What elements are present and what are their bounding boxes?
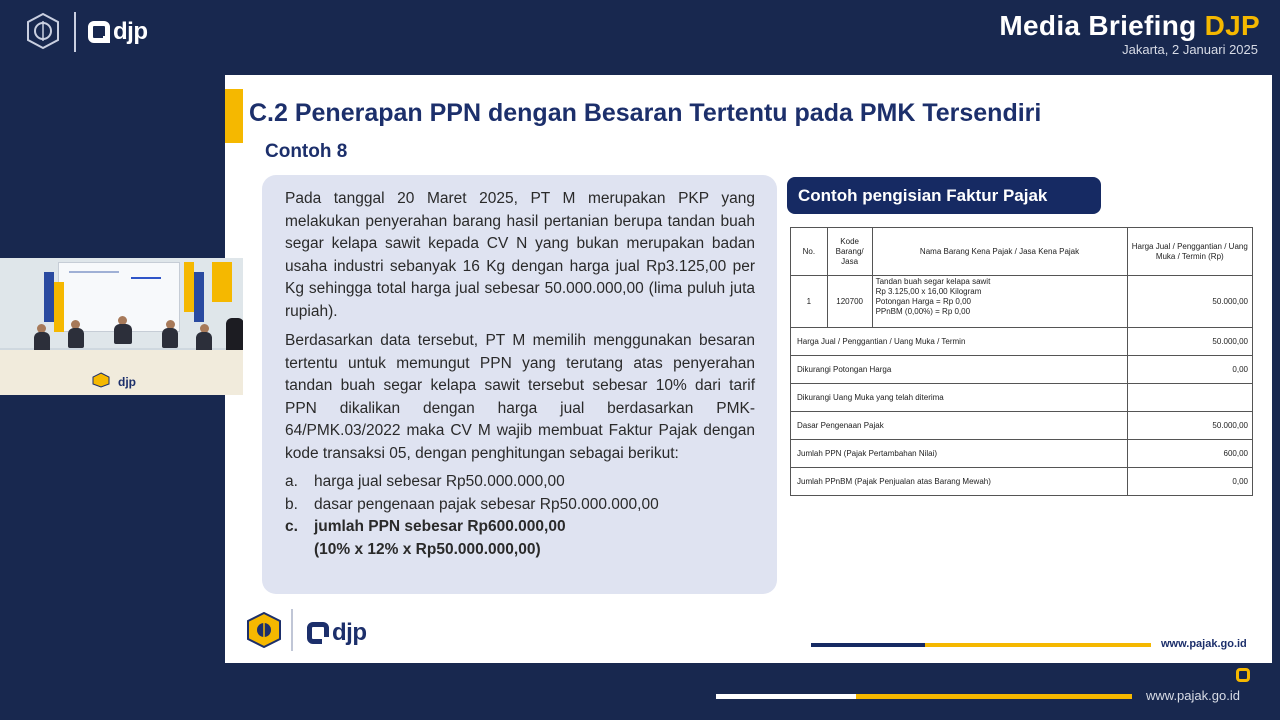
- djp-logo: djp: [307, 619, 367, 647]
- faktur-pajak-label: Contoh pengisian Faktur Pajak: [787, 177, 1101, 214]
- summary-label: Harga Jual / Penggantian / Uang Muka / Termin: [791, 328, 1128, 356]
- djp-logo: djp: [88, 18, 148, 46]
- cam-person: [68, 328, 84, 348]
- cam-panel: [212, 262, 232, 302]
- briefing-date: Jakarta, 2 Januari 2025: [1122, 42, 1258, 57]
- summary-label: Dikurangi Potongan Harga: [791, 356, 1128, 384]
- item-no: 1: [791, 276, 828, 328]
- cam-person: [34, 332, 50, 352]
- ppn-formula: (10% x 12% x Rp50.000.000,00): [314, 540, 541, 558]
- footer-url: www.pajak.go.id: [1161, 638, 1247, 650]
- header-kode: Kode Barang/ Jasa: [827, 228, 872, 276]
- table-row: [791, 440, 1253, 468]
- example-paragraph-2: Berdasarkan data tersebut, PT M memilih menggunakan besaran tertentu untuk memungut PPN yang terutang atas penyerahan tandan buah segar kelapa sawit tersebut sebesar 10% dari tarif PPN dikalikan dengan harga jual berdasarkan PMK-64/PMK.03/2022 maka CV M wajib membuat Faktur Pajak dengan kode transaksi 05, dengan penghitungan sebagai berikut:: [285, 332, 755, 462]
- cam-person: [114, 324, 132, 344]
- example-paragraph-1: Pada tanggal 20 Maret 2025, PT M merupakan PKP yang melakukan penyerahan barang hasil pertanian berupa tandan buah segar kelapa sawit kepada CV N yang bukan merupakan badan usaha industri sebanyak 16 Kg dengan harga jual Rp3.125,00 per Kg sehingga total harga jual sebesar 50.000.000,00 (lima puluh juta rupiah).: [285, 190, 755, 320]
- cam-djp-logo: djp: [118, 375, 136, 389]
- summary-value: [1127, 384, 1252, 412]
- table-row: [791, 468, 1253, 496]
- top-bar: [0, 0, 1280, 70]
- overlay-url: www.pajak.go.id: [1146, 688, 1240, 703]
- cam-panel: [54, 282, 64, 332]
- djp-logo-icon: [1236, 668, 1250, 682]
- djp-logo-icon: [88, 21, 110, 43]
- cam-person: [162, 328, 178, 348]
- title-accent-bar: [225, 89, 243, 143]
- media-briefing-title: Media Briefing DJP: [999, 10, 1260, 41]
- table-row: [791, 356, 1253, 384]
- summary-label: Dikurangi Uang Muka yang telah diterima: [791, 384, 1128, 412]
- list-item: c. jumlah PPN sebesar Rp600.000,00: [285, 518, 566, 535]
- slide-subtitle: Contoh 8: [265, 141, 348, 162]
- list-item: a. harga jual sebesar Rp50.000.000,00: [285, 473, 565, 490]
- header-nama: Nama Barang Kena Pajak / Jasa Kena Pajak: [872, 228, 1127, 276]
- summary-label: Jumlah PPnBM (Pajak Penjualan atas Barang Mewah): [791, 468, 1128, 496]
- item-kode: 120700: [827, 276, 872, 328]
- summary-value: 50.000,00: [1127, 412, 1252, 440]
- footer-bar-navy: [811, 643, 925, 647]
- summary-value: 600,00: [1127, 440, 1252, 468]
- cam-panel: [44, 272, 54, 322]
- summary-value: 0,00: [1127, 356, 1252, 384]
- example-text-box: [262, 175, 777, 594]
- presentation-slide: [225, 75, 1272, 663]
- webcam-feed: [0, 258, 243, 395]
- faktur-pajak-table: [790, 227, 1253, 496]
- table-row: [791, 328, 1253, 356]
- summary-value: 0,00: [1127, 468, 1252, 496]
- item-description: Tandan buah segar kelapa sawit Rp 3.125,00 x 16,00 Kilogram Potongan Harga = Rp 0,00 PPnBM (0,00%) = Rp 0,00: [872, 276, 1127, 328]
- item-harga: 50.000,00: [1127, 276, 1252, 328]
- cam-person: [196, 332, 212, 352]
- summary-value: 50.000,00: [1127, 328, 1252, 356]
- cam-panel: [184, 262, 194, 312]
- table-header-row: [791, 228, 1253, 276]
- cam-panel: [194, 272, 204, 322]
- table-row: [791, 384, 1253, 412]
- calculation-list: [285, 471, 755, 561]
- footer-divider: [291, 609, 293, 651]
- table-row: [791, 412, 1253, 440]
- header-harga: Harga Jual / Penggantian / Uang Muka / Termin (Rp): [1127, 228, 1252, 276]
- kemenkeu-emblem-icon: [24, 12, 62, 50]
- kemenkeu-emblem-icon: [245, 612, 283, 648]
- summary-label: Dasar Pengenaan Pajak: [791, 412, 1128, 440]
- table-row: [791, 276, 1253, 328]
- djp-logo-icon: [307, 622, 329, 644]
- header-no: No.: [791, 228, 828, 276]
- kemenkeu-emblem-icon: [92, 372, 110, 388]
- summary-label: Jumlah PPN (Pajak Pertambahan Nilai): [791, 440, 1128, 468]
- list-item: b. dasar pengenaan pajak sebesar Rp50.000.000,00: [285, 495, 659, 513]
- overlay-bar-yellow: [856, 694, 1132, 699]
- overlay-bar-white: [716, 694, 856, 699]
- footer-bar-yellow: [925, 643, 1151, 647]
- header-divider: [74, 12, 76, 52]
- slide-title: C.2 Penerapan PPN dengan Besaran Tertentu pada PMK Tersendiri: [249, 99, 1042, 127]
